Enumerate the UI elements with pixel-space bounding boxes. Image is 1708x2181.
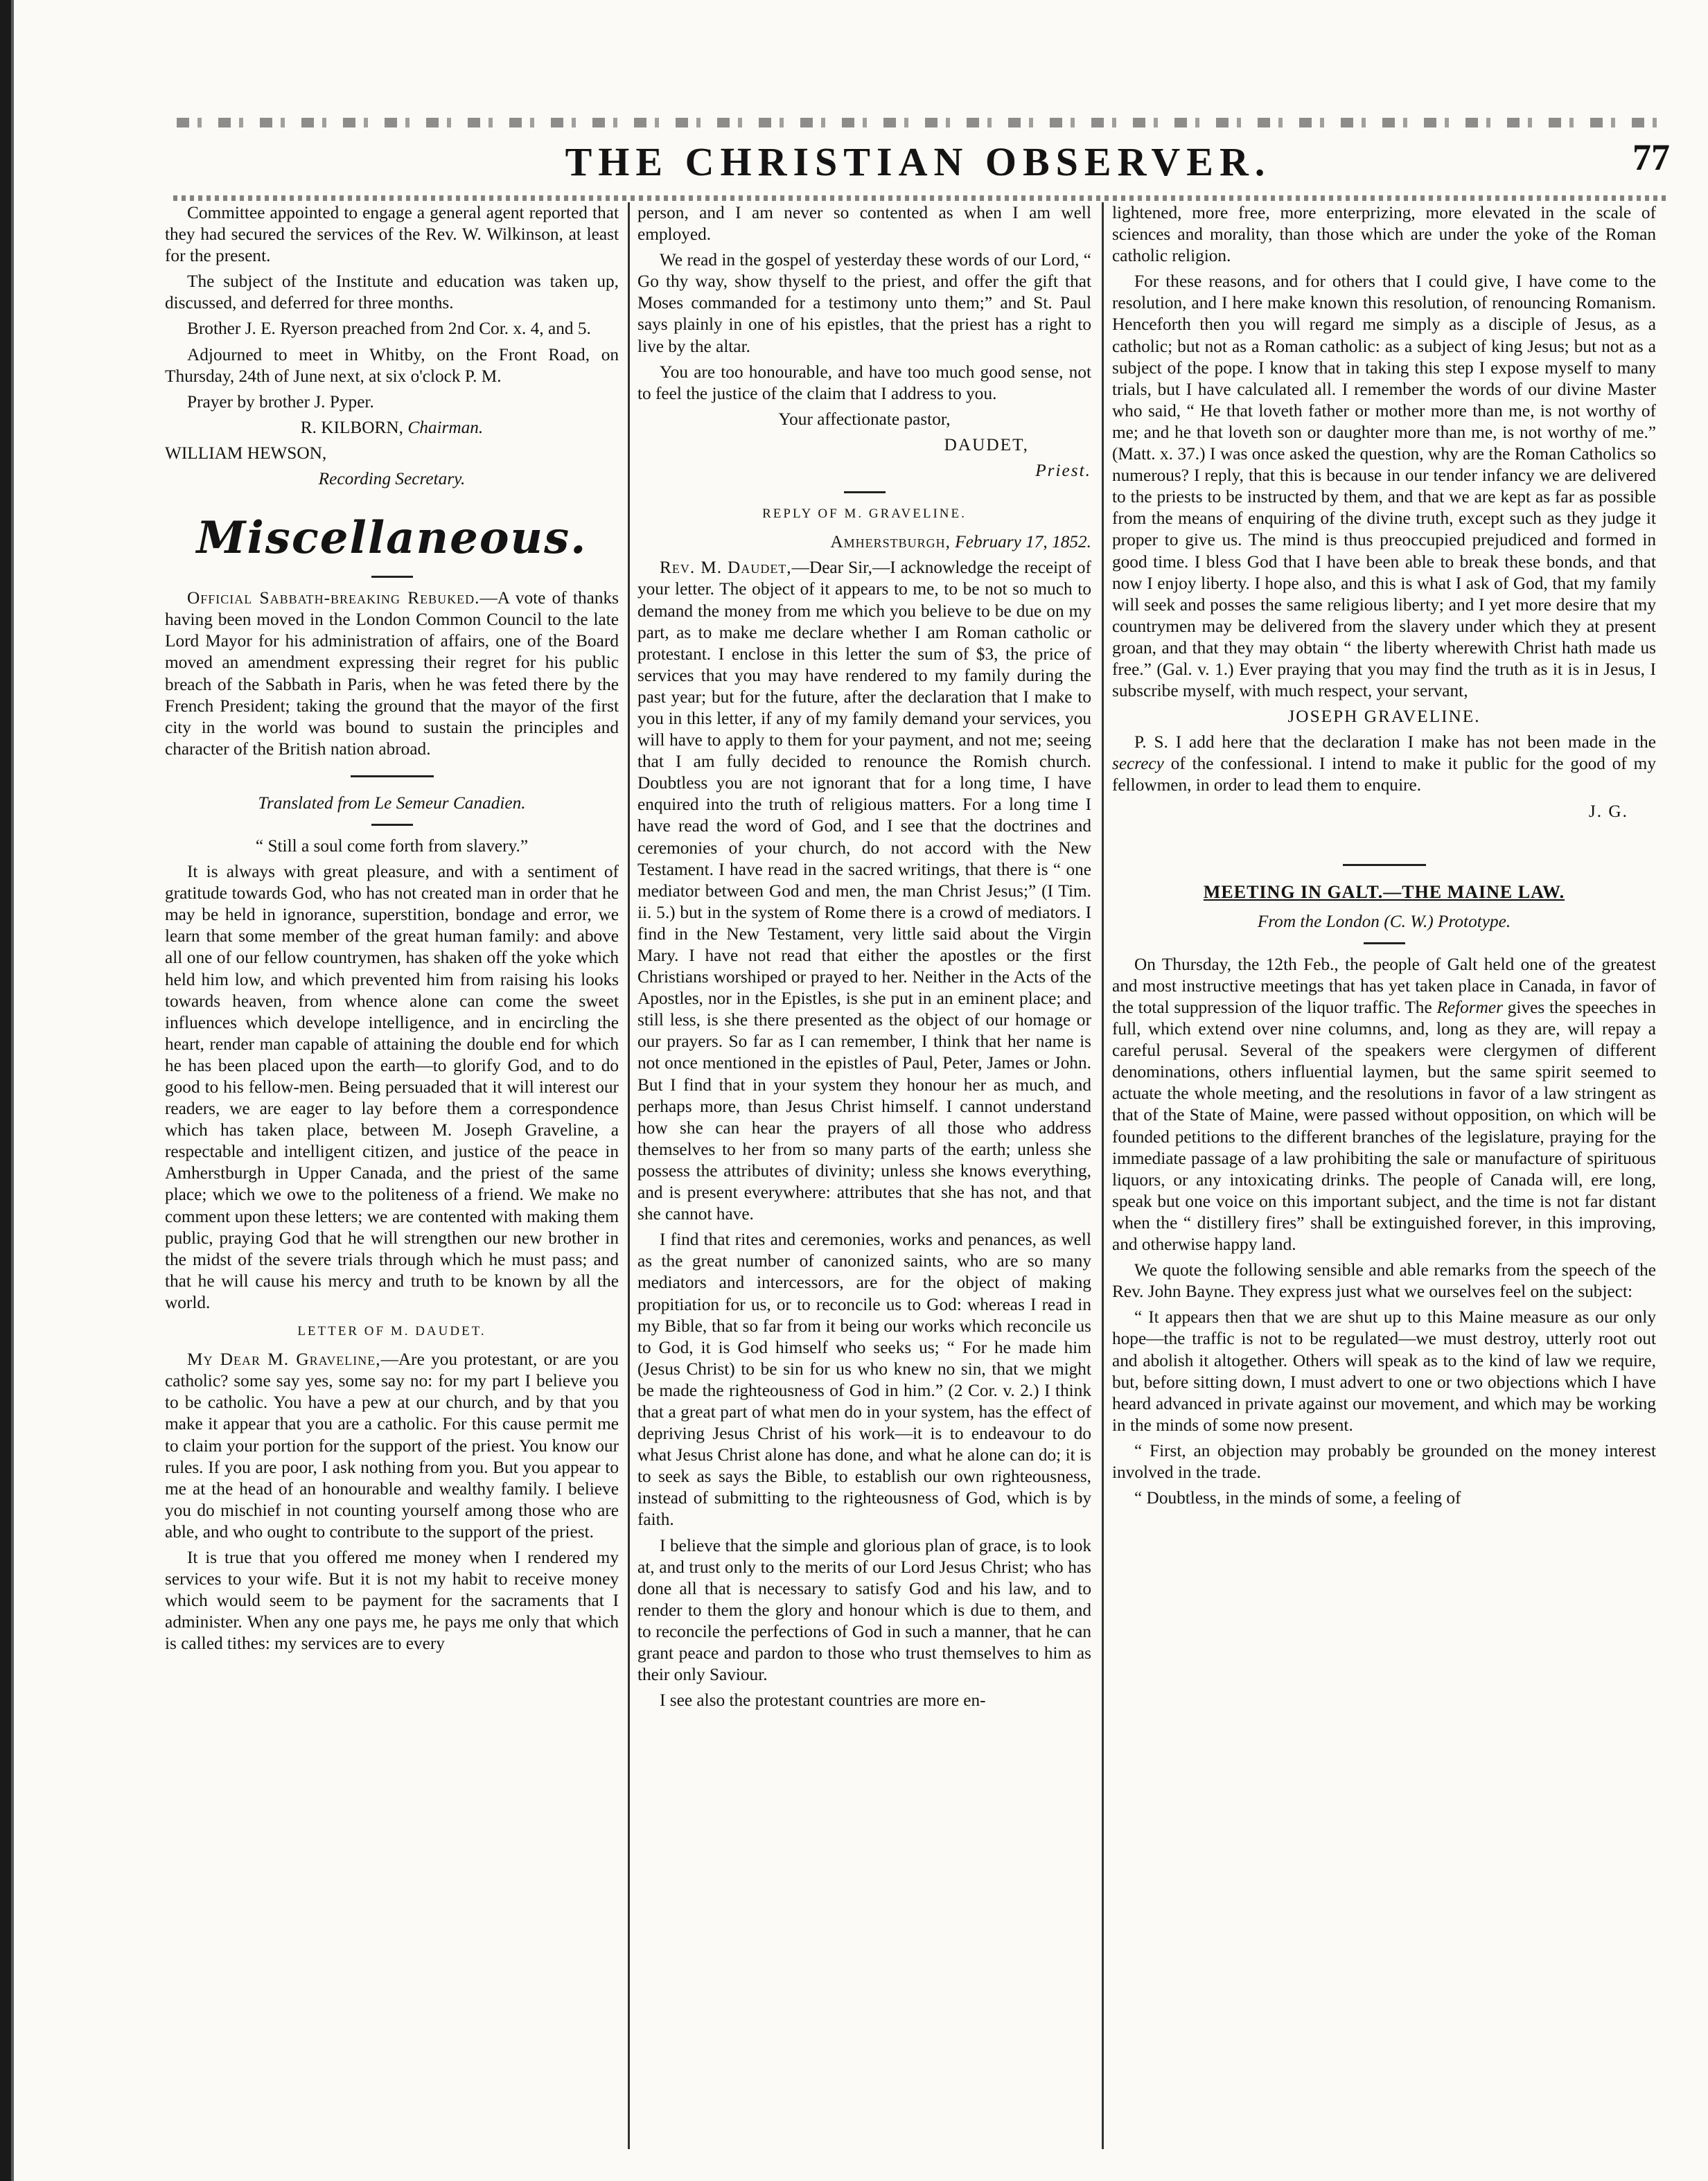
- chairman-title: Chairman.: [407, 417, 484, 437]
- column-right: [1112, 202, 1656, 2149]
- paragraph: It is true that you offered me money when I rendered my services to your wife. But it is not my habit to receive money which would seem to be payment for the sacraments that I administer. When any one pays me, he pays me only that which is called tithes: my services are to every: [165, 1547, 619, 1654]
- letter-paragraph: [165, 1349, 619, 1543]
- article-lead: Official Sabbath-breaking Rebuked.: [187, 588, 480, 608]
- signature-title: Priest.: [1035, 461, 1091, 481]
- scan-gutter: [0, 0, 28, 2181]
- chairman-name: R. KILBORN,: [300, 417, 403, 437]
- paragraph: You are too honourable, and have too much good sense, not to feel the justice of the claim that I address to you.: [637, 362, 1091, 403]
- secretary-title: Recording Secretary.: [318, 469, 466, 489]
- page-title: THE CHRISTIAN OBSERVER.: [565, 139, 1271, 184]
- epigraph: “ Still a soul come forth from slavery.”: [255, 836, 529, 856]
- signature-graveline: JOSEPH GRAVELINE.: [1287, 707, 1481, 727]
- paragraph: Brother J. E. Ryerson preached from 2nd Cor. x. 4, and 5.: [187, 319, 591, 339]
- paragraph: We quote the following sensible and able remarks from the speech of the Rev. John Bayne. They express just what we ourselves feel on the subject:: [1112, 1260, 1656, 1302]
- divider: [1364, 942, 1405, 944]
- letter-text: —Are you protestant, or are you catholic? some say yes, some say no: for my part I believe you to be catholic. You have a pew at our church, and by that you make it appear that you are a catholic. For this cause permit me to claim your portion for the support of the priest. You know our rules. If you are poor, I ask nothing from you. But you appear to me at the head of an honourable and wealthy family. I believe you do mischief in not counting yourself among those who are able, and who ought to contribute to the support of the priest.: [165, 1350, 619, 1542]
- section-heading-miscellaneous: Miscellaneous.: [196, 512, 588, 565]
- secretary-name: WILLIAM HEWSON,: [165, 443, 327, 463]
- meeting-paragraph: [1112, 954, 1656, 1255]
- divider: [351, 775, 434, 777]
- paragraph: Adjourned to meet in Whitby, on the Front Road, on Thursday, 24th of June next, at six o'clock P. M.: [165, 344, 619, 386]
- divider: [1343, 864, 1426, 866]
- postscript-text: of the confessional. I intend to make it public for the good of my fellowmen, in order to lead them to enquire.: [1112, 754, 1656, 795]
- paragraph: “ It appears then that we are shut up to this Maine measure as our only hope—the traffic is not to be regulated—we must destroy, utterly root out and abolish it altogether. Others will speak as to the kind of law we require, but, before sitting down, I must advert to one or two objections which I have heard advanced in private against our movement, and which may be working in the minds of some now present.: [1112, 1307, 1656, 1435]
- page-number: 77: [1632, 136, 1670, 178]
- meeting-text: gives the speeches in full, which extend over nine columns, and, long as they are, will repay a careful perusal. Several of the speakers were clergymen of different denominations, others influential laymen, but the same spirit seemed to actuate the whole meeting, and the resolutions in favor of a law stringent as that of the State of Maine, were passed without opposition, on which will be founded petitions to the different branches of the legislature, praying for the immediate passage of a law prohibiting the sale or manufacture of spirituous liquors, or any intoxicating drinks. The people of Canada will, ere long, speak but one voice on this important subject, and the time is not far distant when the “ distillery fires” shall be extinguished forever, in this improving, and otherwise happy land.: [1112, 998, 1656, 1255]
- masthead: [166, 130, 1670, 193]
- paragraph: Committee appointed to engage a general agent reported that they had secured the services of the Rev. W. Wilkinson, at least for the present.: [165, 203, 619, 266]
- meeting-emphasis: Reformer: [1436, 998, 1503, 1017]
- dateline-place: Amherstburgh,: [830, 532, 951, 552]
- paragraph: person, and I am never so contented as when I am well employed.: [637, 203, 1091, 245]
- dateline-date: February 17, 1852.: [955, 532, 1091, 552]
- dateline: [637, 531, 1091, 553]
- prayer-line: Prayer by brother J. Pyper.: [187, 391, 374, 412]
- column-left: [165, 202, 619, 2149]
- meeting-source: From the London (C. W.) Prototype.: [1257, 911, 1511, 931]
- paragraph: I find that rites and ceremonies, works and penances, as well as the great number of canonized saints, who are so many mediators and intercessors, are for the object of making propitiation for us, or to reconcile us to God: whereas I read in my Bible, that so far from it being our works which reconcile us to God, it is God himself who seeks us; “ For he made him (Jesus Christ) to be sin for us who knew no sin, that we might be made the righteousness of God in him.” (2 Cor. v. 2.) I think that a great part of what men do in your system, has the effect of depriving Jesus Christ of his work—it is to endeavour to do what Jesus Christ alone has done, and what he alone can do; it is to seek as says the Bible, to establish our own righteousness, instead of submitting to the righteousness of God, which is by faith.: [637, 1230, 1091, 1530]
- paragraph: For these reasons, and for others that I could give, I have come to the resolution, and I here make known this resolution, of renouncing Romanism. Henceforth then you will regard me simply as a disciple of Jesus, as a catholic; but not as a Roman catholic: as a subject of king Jesus; but not as a subject of the pope. I know that in taking this step I expose myself to many trials, but I have calculated all. I remember the words of our divine Master who said, “ He that loveth father or mother more than me, is not worthy of me; and he that loveth son or daughter more than me, is not worthy of me.” (Matt. x. 37.) I was once asked the question, why are the Roman Catholics so numerous? I reply, that this is because in our tender infancy we are delivered to the priests to be instructed by them, and that we are kept as far as possible from the means of enquiring of the divine truth, except such as they judge it proper to give us. The mind is thus preoccupied prejudiced and formed in good time. I bless God that I have been able to break these bonds, and that now I enjoy liberty. I hope also, and this is what I ask of God, that my family will seek and posses the same religious liberty; and I yet more desire that my countrymen may be delivered from the slavery under which they at present groan, and that they may obtain “ the liberty wherewith Christ hath made us free.” (Gal. v. 1.) Ever praying that you may find the truth as it is in Jesus, I subscribe myself, with much respect, your servant,: [1112, 272, 1656, 701]
- divider: [371, 576, 413, 578]
- signature-daudet: DAUDET,: [944, 434, 1029, 454]
- source-line: Translated from Le Semeur Canadien.: [258, 793, 526, 813]
- meeting-heading: MEETING IN GALT.—THE MAINE LAW.: [1203, 881, 1565, 902]
- reply-paragraph: [637, 557, 1091, 1225]
- paragraph: I see also the protestant countries are more en-: [660, 1690, 986, 1711]
- closing-line: Your affectionate pastor,: [778, 409, 951, 429]
- paragraph: It is always with great pleasure, and with a sentiment of gratitude towards God, who has not created man in order that he may be held in ignorance, superstition, bondage and error, we learn that some member of the great human family: and above all one of our fellow countrymen, has shaken off the yoke which held him low, and which prevented him from raising his looks towards heaven, from whence alone can come the sweet influences which develope intelligence, and in encircling the heart, render man capable of attaining the double end for which he has been placed upon the earth—to glorify God, and to do good to his fellow-men. Being persuaded that it will interest our readers, we are eager to lay before them a correspondence which has taken place, between M. Joseph Graveline, a respectable and intelligent citizen, and justice of the peace in Amherstburgh in Upper Canada, and the priest of the same place; which we owe to the politeness of a friend. We make no comment upon these letters; we are contented with making them public, praying God that he will strengthen our new brother in the midst of the severe trials through which he must pass; and that he will cause his mercy and truth to be known by all the world.: [165, 862, 619, 1312]
- postscript-emphasis: secrecy: [1112, 754, 1164, 774]
- paragraph: We read in the gospel of yesterday these words of our Lord, “ Go thy way, show thyself to the priest, and offer the gift that Moses commanded for a testimony unto them;” and St. Paul says plainly in one of his epistles, that the priest has a right to live by the altar.: [637, 250, 1091, 356]
- reply-heading: REPLY OF M. GRAVELINE.: [762, 506, 967, 522]
- meeting-text: On Thursday, the 12th Feb., the people of Galt held one of the greatest and most instructive meetings that has yet taken place in Canada, in favor of the total suppression of the liquor traffic. The: [1112, 954, 1656, 1017]
- column-divider: [628, 202, 630, 2149]
- letter-heading: LETTER OF M. DAUDET.: [297, 1324, 486, 1339]
- paragraph: “ First, an objection may probably be grounded on the money interest involved in the trade.: [1112, 1440, 1656, 1482]
- salutation: Rev. M. Daudet,: [660, 558, 792, 578]
- postscript: [1112, 732, 1656, 796]
- column-middle: [637, 202, 1091, 2149]
- reply-text: —Dear Sir,—I acknowledge the receipt of your letter. The object of it appears to me, to be not so much to demand the money from me which you believe to be due on my part, as to make me declare whether I am Roman catholic or protestant. I enclose in this letter the sum of $3, the price of services that you may have rendered to my family during the past year; but for the future, after the declaration that I make to you in this letter, if any of my family demand your services, you will have to apply to them for your payment, and not me; seeing that I am fully decided to renounce the Romish church. Doubtless you are not ignorant that for a long time, I have enquired into the truth of religious matters. For a long time I have read the word of God, and I see that the doctrines and ceremonies of your church, do not accord with the New Testament. I have read in the sacred writings, that there is “ one mediator between God and men, the man Christ Jesus;” (I Tim. ii. 5.) but in the system of Rome there is a crowd of mediators. I find in the New Testament, very little said about the Virgin Mary. I have not read that either the apostles or the first Christians worshiped or prayed to her. Neither in the Acts of the Apostles, nor in the Epistles, is she put in an eminent place; and still less, is she there presented as the object of our homage or our prayers. So far as I can remember, I think that her name is not once mentioned in the epistles of Paul, Peter, James or John. But I find that in your system they honour her as much, and perhaps more, than Jesus Christ himself. I cannot understand how she can hear the prayers of all those who address themselves to her from so many parts of the earth; unless she possess the attributes of divinity; unless she knows everything, and is present everywhere: attributes that she has not, and that she cannot have.: [637, 558, 1091, 1224]
- article-official-sabbath: [165, 588, 619, 760]
- header-ornament: [177, 118, 1666, 127]
- divider: [844, 491, 886, 493]
- paragraph: I believe that the simple and glorious plan of grace, is to look at, and trust only to the merits of our Lord Jesus Christ; who has done all that is necessary to satisfy God and his law, and to render to them the glory and honour which is due to them, and to reconcile the perfections of God in such a manner, that he can grant peace and pardon to those who trust themselves to him as their only Saviour.: [637, 1535, 1091, 1685]
- salutation: My Dear M. Graveline,: [187, 1350, 381, 1370]
- paragraph: The subject of the Institute and education was taken up, discussed, and deferred for three months.: [165, 272, 619, 313]
- article-body: —A vote of thanks having been moved in the London Common Council to the late Lord Mayor for his administration of affairs, one of the Board moved an amendment expressing their regret for his public breach of the Sabbath in Paris, when he was feted there by the French President; taking the ground that the mayor of the first city in the world was bound to sustain the principles and character of the British nation abroad.: [165, 588, 619, 759]
- chairman-line: [165, 417, 619, 439]
- header-rule: [173, 195, 1670, 201]
- postscript-text: P. S. I add here that the declaration I make has not been made in the: [1134, 732, 1656, 752]
- paragraph: “ Doubtless, in the minds of some, a feeling of: [1134, 1488, 1461, 1508]
- divider: [371, 824, 413, 826]
- initials: J. G.: [1588, 801, 1628, 821]
- column-divider: [1102, 202, 1104, 2149]
- paragraph: lightened, more free, more enterprizing, more elevated in the scale of sciences and morality, than those which are under the yoke of the Roman catholic religion.: [1112, 203, 1656, 266]
